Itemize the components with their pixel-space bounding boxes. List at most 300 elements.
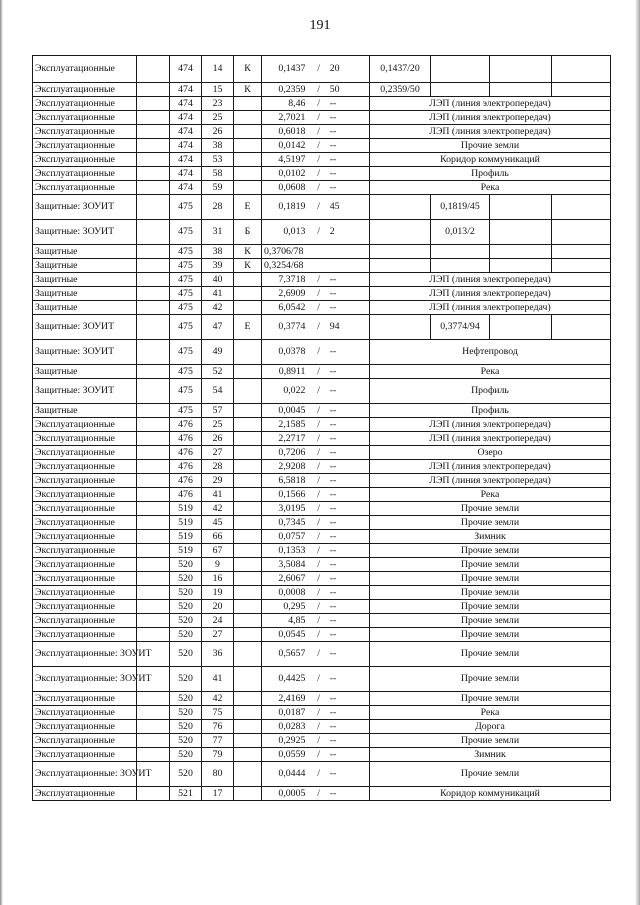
area-value: 0,1437 [278, 63, 306, 74]
area-denominator: -- [329, 628, 337, 640]
cell-object: Прочие земли [370, 762, 611, 787]
cell-area [262, 301, 370, 315]
cell-parcel: 47 [202, 315, 234, 340]
cell-category: Эксплуатационные [33, 586, 137, 600]
area-denominator: -- [329, 385, 337, 396]
table-row [33, 667, 611, 692]
area-value: 2,9208 [278, 460, 306, 472]
area-separator: / [317, 787, 320, 799]
area-value: 0,0142 [278, 139, 306, 151]
area-fraction [264, 183, 367, 193]
cell-empty [137, 97, 170, 111]
cell-code [234, 530, 262, 544]
table-row [33, 287, 611, 301]
area-value: 0,6018 [278, 125, 306, 137]
area-value: 2,2717 [278, 432, 306, 444]
cell-category: Эксплуатационные [33, 706, 137, 720]
area-separator: / [317, 488, 320, 500]
cell-parcel: 66 [202, 530, 234, 544]
area-value: 0,0608 [278, 181, 306, 193]
cell-code [234, 474, 262, 488]
cell-parcel: 39 [202, 259, 234, 273]
cell-code: Б [234, 220, 262, 245]
table-row [33, 365, 611, 379]
area-separator: / [317, 167, 320, 179]
cell-subgroup [490, 315, 552, 340]
cell-parcel: 38 [202, 139, 234, 153]
table-body [33, 56, 611, 801]
cell-quarter: 474 [170, 125, 202, 139]
cell-empty [137, 153, 170, 167]
cell-code [234, 600, 262, 614]
cell-category: Эксплуатационные [33, 139, 137, 153]
cell-category: Защитные [33, 404, 137, 418]
page-number: 191 [309, 18, 331, 33]
area-fraction [264, 462, 367, 472]
table-row [33, 787, 611, 801]
cell-parcel: 45 [202, 516, 234, 530]
area-separator: / [317, 586, 320, 598]
cell-code [234, 379, 262, 404]
area-denominator: -- [329, 346, 337, 357]
area-separator: / [317, 365, 320, 377]
cell-object: Профиль [370, 167, 611, 181]
area-value: 4,85 [288, 614, 306, 626]
cell-quarter: 519 [170, 530, 202, 544]
area-value: 0,0545 [278, 628, 306, 640]
cell-quarter: 475 [170, 315, 202, 340]
area-denominator: 50 [329, 83, 340, 95]
cell-quarter: 520 [170, 628, 202, 642]
cell-code [234, 446, 262, 460]
cell-quarter: 475 [170, 259, 202, 273]
cell-quarter: 475 [170, 379, 202, 404]
area-value: 0,1819 [278, 201, 306, 212]
cell-empty [137, 418, 170, 432]
area-denominator: -- [329, 706, 337, 718]
cell-category: Эксплуатационные [33, 544, 137, 558]
area-fraction [264, 630, 367, 640]
cell-parcel: 54 [202, 379, 234, 404]
cell-subgroup-value: 0,2359/50 [370, 83, 431, 97]
cell-category: Эксплуатационные [33, 181, 137, 195]
cell-category: Эксплуатационные [33, 167, 137, 181]
area-denominator: -- [329, 544, 337, 556]
cell-code [234, 488, 262, 502]
cell-code [234, 273, 262, 287]
area-separator: / [317, 446, 320, 458]
cell-object: ЛЭП (линия электропередач) [370, 432, 611, 446]
area-value: 6,5818 [278, 474, 306, 486]
cell-category: Защитные: ЗОУИТ [33, 340, 137, 365]
cell-object: Зимник [370, 530, 611, 544]
cell-quarter: 474 [170, 97, 202, 111]
area-value: 6,0542 [278, 301, 306, 313]
cell-object: Нефтепровод [370, 340, 611, 365]
cell-category: Защитные: ЗОУИТ [33, 220, 137, 245]
cell-area [262, 287, 370, 301]
area-fraction [264, 602, 367, 612]
table-row [33, 488, 611, 502]
cell-quarter: 520 [170, 748, 202, 762]
cell-area [262, 692, 370, 706]
area-separator: / [317, 692, 320, 704]
table-row [33, 111, 611, 125]
cell-parcel: 26 [202, 432, 234, 446]
area-value: 0,0045 [278, 404, 306, 416]
cell-parcel: 79 [202, 748, 234, 762]
cell-object: ЛЭП (линия электропередач) [370, 111, 611, 125]
cell-code [234, 153, 262, 167]
cell-empty [137, 220, 170, 245]
cell-area [262, 502, 370, 516]
cell-subgroup [431, 259, 490, 273]
cell-empty [137, 572, 170, 586]
cell-empty [137, 125, 170, 139]
cell-parcel: 25 [202, 418, 234, 432]
cell-empty [137, 167, 170, 181]
area-denominator: -- [329, 530, 337, 542]
cell-subgroup [431, 83, 490, 97]
cell-quarter: 520 [170, 586, 202, 600]
area-value: 0,2359 [278, 83, 306, 95]
cell-quarter: 476 [170, 432, 202, 446]
cell-subgroup [490, 56, 552, 83]
area-fraction [264, 99, 367, 109]
cell-parcel: 15 [202, 83, 234, 97]
area-denominator: -- [329, 273, 337, 285]
table-row [33, 195, 611, 220]
cell-subgroup [370, 259, 431, 273]
cell-parcel: 41 [202, 287, 234, 301]
cell-area [262, 379, 370, 404]
cell-code [234, 628, 262, 642]
cell-empty [137, 259, 170, 273]
cell-quarter: 520 [170, 762, 202, 787]
cell-subgroup-value: 0,1437/20 [370, 56, 431, 83]
cell-quarter: 520 [170, 558, 202, 572]
area-fraction [264, 202, 367, 212]
cell-category: Защитные: ЗОУИТ [33, 315, 137, 340]
cell-empty [137, 628, 170, 642]
area-separator: / [317, 385, 320, 396]
cell-code [234, 586, 262, 600]
cell-area [262, 558, 370, 572]
area-denominator: -- [329, 673, 337, 684]
cell-object: Зимник [370, 748, 611, 762]
cell-code [234, 787, 262, 801]
area-fraction [264, 303, 367, 313]
cell-subgroup [490, 83, 552, 97]
cell-parcel: 80 [202, 762, 234, 787]
cell-code [234, 692, 262, 706]
cell-quarter: 520 [170, 734, 202, 748]
area-denominator: -- [329, 734, 337, 746]
cell-category: Эксплуатационные: ЗОУИТ [33, 762, 137, 787]
table-row [33, 340, 611, 365]
area-value: 2,1585 [278, 418, 306, 430]
cell-code: К [234, 245, 262, 259]
cell-area [262, 628, 370, 642]
cell-quarter: 475 [170, 220, 202, 245]
area-denominator: -- [329, 516, 337, 528]
cell-parcel: 41 [202, 488, 234, 502]
area-separator: / [317, 287, 320, 299]
area-separator: / [317, 125, 320, 137]
cell-subgroup [370, 195, 431, 220]
area-denominator: 2 [329, 226, 335, 237]
area-fraction [264, 275, 367, 285]
area-separator: / [317, 502, 320, 514]
area-separator: / [317, 111, 320, 123]
cell-area [262, 488, 370, 502]
cell-empty [137, 315, 170, 340]
cell-area [262, 340, 370, 365]
cell-object: Прочие земли [370, 502, 611, 516]
cell-area [262, 418, 370, 432]
cell-parcel: 49 [202, 340, 234, 365]
cell-parcel: 16 [202, 572, 234, 586]
cell-object: Прочие земли [370, 600, 611, 614]
cell-quarter: 475 [170, 340, 202, 365]
cell-code [234, 432, 262, 446]
area-denominator: 94 [329, 321, 340, 332]
cell-parcel: 28 [202, 195, 234, 220]
cell-area [262, 642, 370, 667]
area-fraction [264, 789, 367, 799]
area-fraction [264, 367, 367, 377]
table-row [33, 544, 611, 558]
cell-category: Эксплуатационные [33, 474, 137, 488]
scan-edge-right [635, 0, 640, 905]
table-row [33, 139, 611, 153]
area-denominator: -- [329, 488, 337, 500]
cell-code [234, 558, 262, 572]
area-value: 0,0283 [278, 720, 306, 732]
area-denominator: -- [329, 181, 337, 193]
cell-object: ЛЭП (линия электропередач) [370, 460, 611, 474]
cell-object: Прочие земли [370, 586, 611, 600]
table-row [33, 446, 611, 460]
cell-quarter: 474 [170, 167, 202, 181]
cell-category: Эксплуатационные [33, 111, 137, 125]
cell-object: ЛЭП (линия электропередач) [370, 97, 611, 111]
cell-code [234, 418, 262, 432]
area-value: 0,1353 [278, 544, 306, 556]
cell-category: Эксплуатационные [33, 572, 137, 586]
area-separator: / [317, 572, 320, 584]
area-denominator: -- [329, 748, 337, 760]
area-fraction [264, 141, 367, 151]
cell-category: Эксплуатационные [33, 502, 137, 516]
cell-area [262, 83, 370, 97]
cell-empty [137, 488, 170, 502]
table-row [33, 97, 611, 111]
cell-category: Защитные: ЗОУИТ [33, 379, 137, 404]
area-value: 2,6909 [278, 287, 306, 299]
area-denominator: -- [329, 720, 337, 732]
area-denominator: -- [329, 572, 337, 584]
cell-parcel: 67 [202, 544, 234, 558]
area-value: 4,5197 [278, 153, 306, 165]
cell-subgroup [490, 245, 552, 259]
cell-area [262, 460, 370, 474]
cell-code: К [234, 83, 262, 97]
cell-category: Эксплуатационные [33, 530, 137, 544]
area-value: 0,295 [283, 600, 306, 612]
area-fraction [264, 769, 367, 779]
cell-area [262, 586, 370, 600]
area-fraction [264, 127, 367, 137]
cell-subgroup [490, 195, 552, 220]
area-denominator: -- [329, 153, 337, 165]
cell-quarter: 474 [170, 56, 202, 83]
table-row [33, 167, 611, 181]
cell-area [262, 720, 370, 734]
area-value: 0,0008 [278, 586, 306, 598]
cell-subgroup [552, 56, 611, 83]
cell-area [262, 365, 370, 379]
area-fraction [264, 722, 367, 732]
area-denominator: -- [329, 287, 337, 299]
cell-parcel: 24 [202, 614, 234, 628]
area-value: 7,3718 [278, 273, 306, 285]
cell-object: Коридор коммуникаций [370, 153, 611, 167]
cell-parcel: 42 [202, 301, 234, 315]
area-separator: / [317, 97, 320, 109]
cell-area [262, 220, 370, 245]
table-row [33, 153, 611, 167]
area-separator: / [317, 748, 320, 760]
cell-area [262, 167, 370, 181]
cell-subgroup [552, 259, 611, 273]
land-parcel-table [32, 55, 611, 801]
cell-code: К [234, 259, 262, 273]
cell-category: Эксплуатационные [33, 83, 137, 97]
area-fraction [264, 155, 367, 165]
cell-category: Эксплуатационные [33, 516, 137, 530]
table-row [33, 762, 611, 787]
area-value: 2,4169 [278, 692, 306, 704]
table-row [33, 614, 611, 628]
cell-category: Эксплуатационные [33, 460, 137, 474]
cell-quarter: 520 [170, 720, 202, 734]
cell-empty [137, 558, 170, 572]
cell-subgroup-value: 0,013/2 [431, 220, 490, 245]
cell-object: Прочие земли [370, 558, 611, 572]
area-fraction [264, 694, 367, 704]
cell-parcel: 52 [202, 365, 234, 379]
table-row [33, 628, 611, 642]
cell-category: Эксплуатационные [33, 734, 137, 748]
cell-area [262, 600, 370, 614]
area-fraction [264, 448, 367, 458]
cell-area [262, 667, 370, 692]
area-separator: / [317, 706, 320, 718]
area-fraction [264, 420, 367, 430]
area-denominator: -- [329, 365, 337, 377]
cell-code [234, 614, 262, 628]
cell-area [262, 446, 370, 460]
cell-quarter: 474 [170, 111, 202, 125]
cell-empty [137, 111, 170, 125]
cell-parcel: 25 [202, 111, 234, 125]
cell-parcel: 38 [202, 245, 234, 259]
area-separator: / [317, 628, 320, 640]
cell-area [262, 706, 370, 720]
cell-quarter: 476 [170, 446, 202, 460]
cell-parcel: 17 [202, 787, 234, 801]
cell-parcel: 36 [202, 642, 234, 667]
cell-parcel: 26 [202, 125, 234, 139]
area-value: 3,0195 [278, 502, 306, 514]
area-separator: / [317, 418, 320, 430]
area-denominator: -- [329, 648, 337, 659]
cell-quarter: 520 [170, 642, 202, 667]
cell-area [262, 273, 370, 287]
area-fraction [264, 750, 367, 760]
cell-code [234, 340, 262, 365]
table-row [33, 245, 611, 259]
area-fraction [264, 649, 367, 659]
cell-empty [137, 379, 170, 404]
cell-category: Защитные [33, 245, 137, 259]
cell-object: ЛЭП (линия электропередач) [370, 474, 611, 488]
area-denominator: -- [329, 614, 337, 626]
cell-category: Защитные [33, 287, 137, 301]
area-value: 2,7021 [278, 111, 306, 123]
area-value: 0,0187 [278, 706, 306, 718]
area-separator: / [317, 153, 320, 165]
cell-code [234, 365, 262, 379]
cell-parcel: 59 [202, 181, 234, 195]
area-separator: / [317, 346, 320, 357]
area-separator: / [317, 648, 320, 659]
area-fraction [264, 574, 367, 584]
cell-code [234, 97, 262, 111]
table-row [33, 720, 611, 734]
cell-empty [137, 474, 170, 488]
area-fraction [264, 674, 367, 684]
cell-object: ЛЭП (линия электропередач) [370, 418, 611, 432]
cell-object: ЛЭП (линия электропередач) [370, 301, 611, 315]
area-separator: / [317, 63, 320, 74]
cell-parcel: 31 [202, 220, 234, 245]
area-fraction [264, 85, 367, 95]
area-fraction [264, 532, 367, 542]
cell-parcel: 41 [202, 667, 234, 692]
cell-area [262, 762, 370, 787]
cell-empty [137, 516, 170, 530]
area-denominator: -- [329, 600, 337, 612]
cell-quarter: 520 [170, 667, 202, 692]
area-separator: / [317, 226, 320, 237]
cell-code [234, 502, 262, 516]
cell-code [234, 404, 262, 418]
cell-quarter: 476 [170, 418, 202, 432]
table-row [33, 748, 611, 762]
area-separator: / [317, 273, 320, 285]
cell-object: Профиль [370, 404, 611, 418]
area-fraction [264, 386, 367, 396]
cell-empty [137, 404, 170, 418]
cell-quarter: 519 [170, 544, 202, 558]
cell-object: Прочие земли [370, 642, 611, 667]
table-row [33, 502, 611, 516]
cell-empty [137, 181, 170, 195]
cell-object: Профиль [370, 379, 611, 404]
cell-category: Эксплуатационные [33, 97, 137, 111]
